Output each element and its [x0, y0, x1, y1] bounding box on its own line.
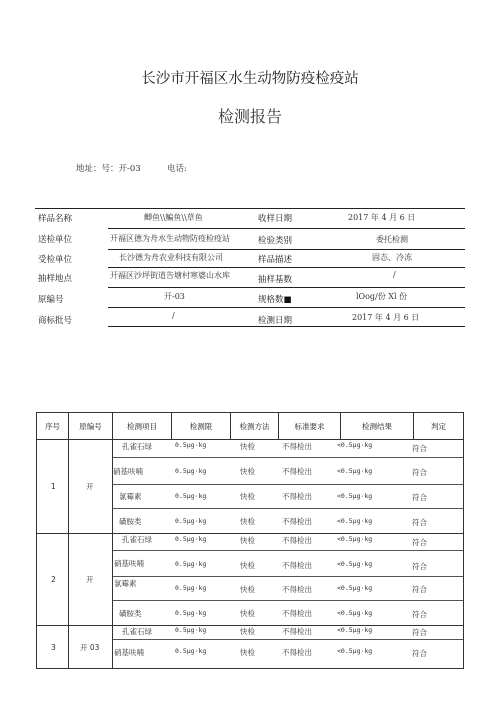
test-item: 孔雀石绿	[122, 535, 152, 544]
orig-value: 开 03	[80, 643, 100, 652]
row-divider	[113, 639, 463, 640]
test-item: 硝基呋喃	[113, 467, 143, 476]
col-header: 检测项目	[113, 413, 172, 440]
std-value: 不得检出	[282, 609, 312, 618]
std-value: 不得检出	[282, 442, 312, 451]
result-value: <0.5μg·kg	[337, 441, 373, 449]
table-row-group	[37, 440, 464, 534]
judge-value: 符合	[412, 493, 427, 502]
seq-cell	[37, 626, 69, 669]
table-row-group	[37, 626, 464, 669]
std-value: 不得检出	[282, 467, 312, 476]
std-value: 不得检出	[282, 648, 312, 657]
spec-label: 规格数■	[258, 295, 292, 305]
row-divider	[113, 550, 463, 551]
result-value: <0.5μg·kg	[337, 535, 373, 543]
method-value: 快检	[240, 585, 255, 594]
col-header: 检测结果	[341, 413, 414, 440]
test-item: 磺胺类	[119, 517, 142, 526]
limit-value: 0.5μg·kg	[175, 517, 207, 525]
limit-value: 0.5μg·kg	[175, 441, 207, 449]
orig-value: 开	[86, 482, 94, 491]
std-value: 不得检出	[282, 517, 312, 526]
limit-value: 0.5μg·kg	[175, 584, 207, 592]
limit-value: 0.5μg·kg	[175, 560, 207, 568]
col-header: 序号	[37, 413, 69, 440]
method-value: 快检	[240, 536, 255, 545]
address-line: 地址：号：开-03	[76, 164, 141, 174]
seq-value: 1	[51, 482, 56, 491]
row-divider	[113, 600, 463, 601]
info-top-rule	[35, 208, 465, 209]
result-value: <0.5μg·kg	[337, 647, 373, 655]
std-value: 不得检出	[282, 536, 312, 545]
col-header: 检测方法	[231, 413, 279, 440]
row-divider	[113, 576, 463, 577]
result-value: <0.5μg·kg	[337, 467, 373, 475]
result-value: <0.5μg·kg	[337, 626, 373, 634]
judge-value: 符合	[412, 610, 427, 619]
receive-date-label: 收样日期	[258, 214, 293, 224]
seq-cell	[37, 440, 69, 534]
report-subtitle: 检测报告	[217, 107, 282, 126]
submitter-label: 送检单位	[38, 235, 73, 245]
site-label: 抽样地点	[38, 274, 73, 284]
seq-value: 3	[51, 643, 56, 652]
col-header: 判定	[414, 413, 464, 440]
test-date-label: 检测日期	[258, 316, 293, 326]
limit-value: 0.5μg·kg	[175, 626, 207, 634]
site-value: 开福区沙坪街道告塘村寒婆山水库	[110, 271, 230, 280]
limit-value: 0.5μg·kg	[175, 467, 207, 475]
submitter-value: 开福区德为舟水生动物防疫检疫站	[110, 234, 230, 243]
col-header: 检测限	[172, 413, 231, 440]
orig-cell	[69, 626, 113, 669]
brand-value: /	[172, 311, 175, 320]
method-value: 快检	[240, 561, 255, 570]
group-body	[113, 626, 464, 669]
client-value: 长沙德为舟农业科技有限公司	[119, 253, 223, 262]
seq-value: 2	[51, 575, 56, 584]
test-item: 孔雀石绿	[122, 442, 152, 451]
limit-value: 0.5μg·kg	[175, 609, 207, 617]
test-type-label: 检验类别	[258, 236, 293, 246]
test-item: 氯霉素	[119, 492, 142, 501]
sample-name-value: 鲫鱼\\鳊鱼\\草鱼	[144, 213, 203, 222]
result-value: <0.5μg·kg	[337, 560, 373, 568]
limit-value: 0.5μg·kg	[175, 492, 207, 500]
method-value: 快检	[240, 517, 255, 526]
table-header-row	[37, 413, 464, 440]
judge-value: 符合	[412, 628, 427, 637]
test-item: 氯霉素	[114, 579, 137, 588]
judge-value: 符合	[412, 518, 427, 527]
spec-value: lOog/份 Xl 份	[356, 292, 408, 301]
info-rule	[108, 249, 465, 250]
orig-value: 开	[86, 575, 94, 584]
result-value: <0.5μg·kg	[337, 609, 373, 617]
sample-desc-value: 固态、冷冻	[372, 253, 412, 262]
receive-date-value: 2017 年 4 月 6 日	[348, 213, 416, 222]
std-value: 不得检出	[282, 585, 312, 594]
row-divider	[113, 508, 463, 509]
method-value: 快检	[240, 467, 255, 476]
page-title: 长沙市开福区水生动物防疫检疫站	[141, 71, 359, 87]
phone-label: 电话:	[167, 164, 187, 174]
info-rule	[108, 287, 465, 288]
orig-no-value: 开-03	[164, 292, 185, 301]
sample-name-label: 样品名称	[38, 214, 73, 224]
group-body	[113, 534, 464, 626]
results-table	[36, 412, 464, 669]
col-header: 原编号	[69, 413, 113, 440]
test-item: 硝基呋喃	[114, 648, 144, 657]
base-value: /	[393, 270, 396, 279]
client-label: 受检单位	[38, 255, 73, 265]
judge-value: 符合	[412, 538, 427, 547]
test-type-value: 委托检测	[376, 235, 408, 244]
info-rule	[108, 326, 465, 327]
judge-value: 符合	[412, 562, 427, 571]
test-item: 磺胺类	[119, 609, 142, 618]
std-value: 不得检出	[282, 627, 312, 636]
method-value: 快检	[240, 492, 255, 501]
orig-cell	[69, 534, 113, 626]
method-value: 快检	[240, 627, 255, 636]
judge-value: 符合	[412, 585, 427, 594]
test-item: 硝基呋喃	[114, 559, 144, 568]
info-rule	[108, 228, 465, 229]
limit-value: 0.5μg·kg	[175, 535, 207, 543]
test-item: 孔雀石绿	[122, 627, 152, 636]
std-value: 不得检出	[282, 561, 312, 570]
method-value: 快检	[240, 609, 255, 618]
info-rule	[108, 267, 465, 268]
judge-value: 符合	[412, 649, 427, 658]
result-value: <0.5μg·kg	[337, 584, 373, 592]
sample-desc-label: 样品描述	[258, 255, 293, 265]
result-value: <0.5μg·kg	[337, 492, 373, 500]
base-label: 抽样基数	[258, 275, 293, 285]
limit-value: 0.5μg·kg	[175, 647, 207, 655]
test-date-value: 2017 年 4 月 6 日	[352, 313, 420, 322]
method-value: 快检	[240, 442, 255, 451]
method-value: 快检	[240, 648, 255, 657]
table-row-group	[37, 534, 464, 626]
judge-value: 符合	[412, 468, 427, 477]
row-divider	[113, 484, 463, 485]
std-value: 不得检出	[282, 492, 312, 501]
info-rule	[108, 307, 465, 308]
col-header: 标准要求	[279, 413, 341, 440]
group-body	[113, 440, 464, 534]
seq-cell	[37, 534, 69, 626]
result-value: <0.5μg·kg	[337, 517, 373, 525]
orig-cell	[69, 440, 113, 534]
brand-label: 商标批号	[38, 316, 73, 326]
orig-no-label: 原编号	[38, 295, 64, 305]
judge-value: 符合	[412, 444, 427, 453]
row-divider	[113, 457, 463, 458]
